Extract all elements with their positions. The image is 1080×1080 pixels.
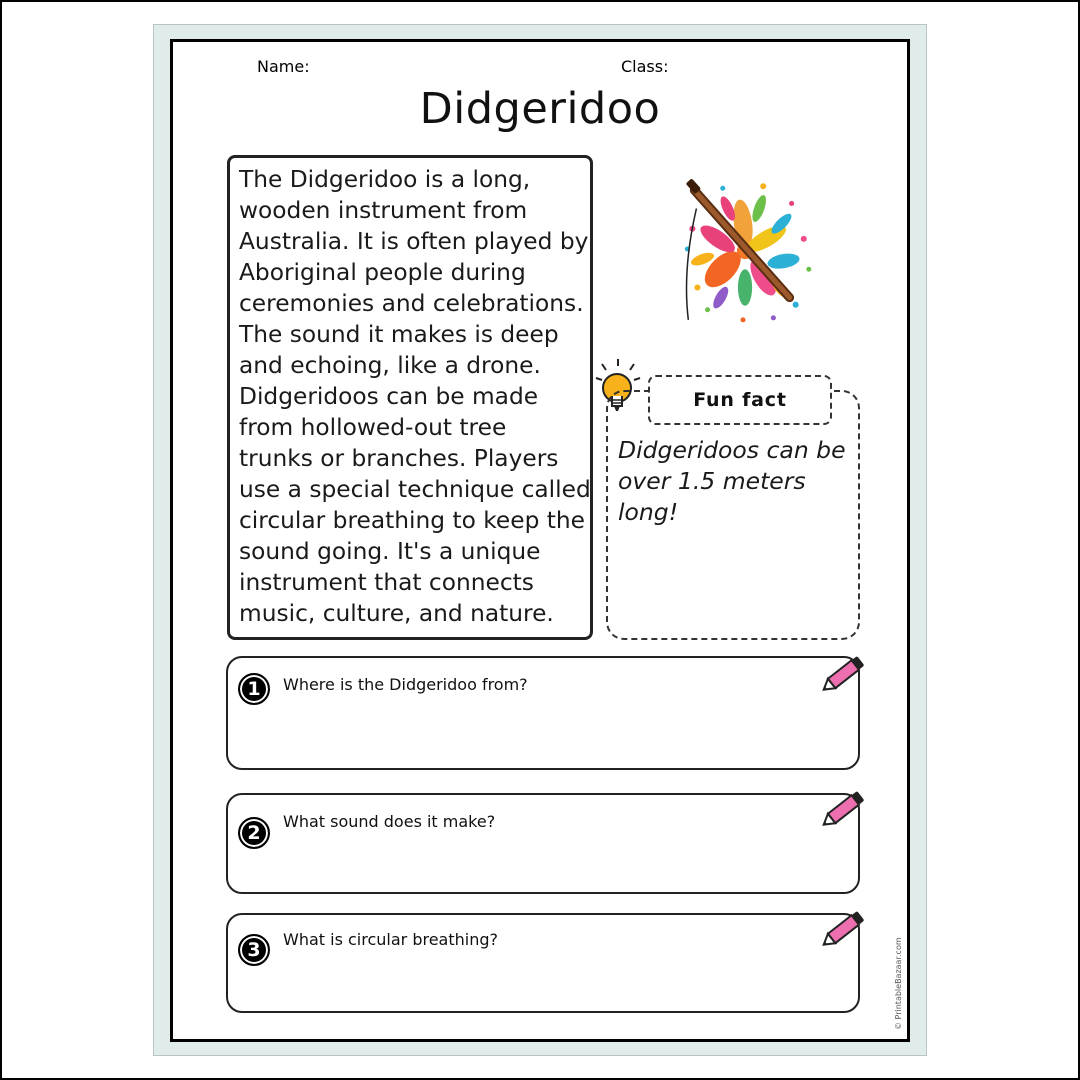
fun-fact-line: Didgeridoos can be (618, 436, 846, 464)
pencil-icon (818, 903, 872, 953)
didgeridoo-illustration (662, 168, 824, 330)
reading-line: use a special technique called (239, 476, 591, 503)
reading-line: Aboriginal people during (239, 259, 526, 286)
reading-line: trunks or branches. Players (239, 445, 559, 472)
pencil-icon (818, 648, 872, 698)
question-number-badge: 3 (238, 934, 270, 966)
reading-passage (227, 155, 593, 640)
question-text: What sound does it make? (283, 812, 496, 831)
reading-line: music, culture, and nature. (239, 600, 554, 627)
fun-fact-text (618, 435, 853, 528)
reading-line: circular breathing to keep the (239, 507, 585, 534)
question-answer-box-1[interactable] (226, 656, 860, 770)
page-title: Didgeridoo (419, 84, 661, 134)
reading-line: instrument that connects (239, 569, 534, 596)
reading-line: The Didgeridoo is a long, (239, 166, 531, 193)
question-text: What is circular breathing? (283, 930, 498, 949)
pencil-icon (818, 783, 872, 833)
fun-fact-line: long! (618, 498, 679, 526)
reading-line: ceremonies and celebrations. (239, 290, 584, 317)
reading-line: from hollowed-out tree (239, 414, 507, 441)
name-label: Name: (257, 57, 310, 76)
fun-fact-label: Fun fact (648, 375, 832, 425)
reading-line: The sound it makes is deep (239, 321, 559, 348)
reading-line: wooden instrument from (239, 197, 528, 224)
copyright-credit: © PrintableBazaar.com (894, 937, 903, 1030)
question-answer-box-3[interactable] (226, 913, 860, 1013)
reading-line: Didgeridoos can be made (239, 383, 539, 410)
reading-line: Australia. It is often played by (239, 228, 589, 255)
question-number-badge: 1 (238, 673, 270, 705)
class-label: Class: (621, 57, 669, 76)
question-answer-box-2[interactable] (226, 793, 860, 894)
fun-fact-line: over 1.5 meters (618, 467, 806, 495)
reading-line: and echoing, like a drone. (239, 352, 541, 379)
question-text: Where is the Didgeridoo from? (283, 675, 528, 694)
reading-line: sound going. It's a unique (239, 538, 541, 565)
question-number-badge: 2 (238, 817, 270, 849)
